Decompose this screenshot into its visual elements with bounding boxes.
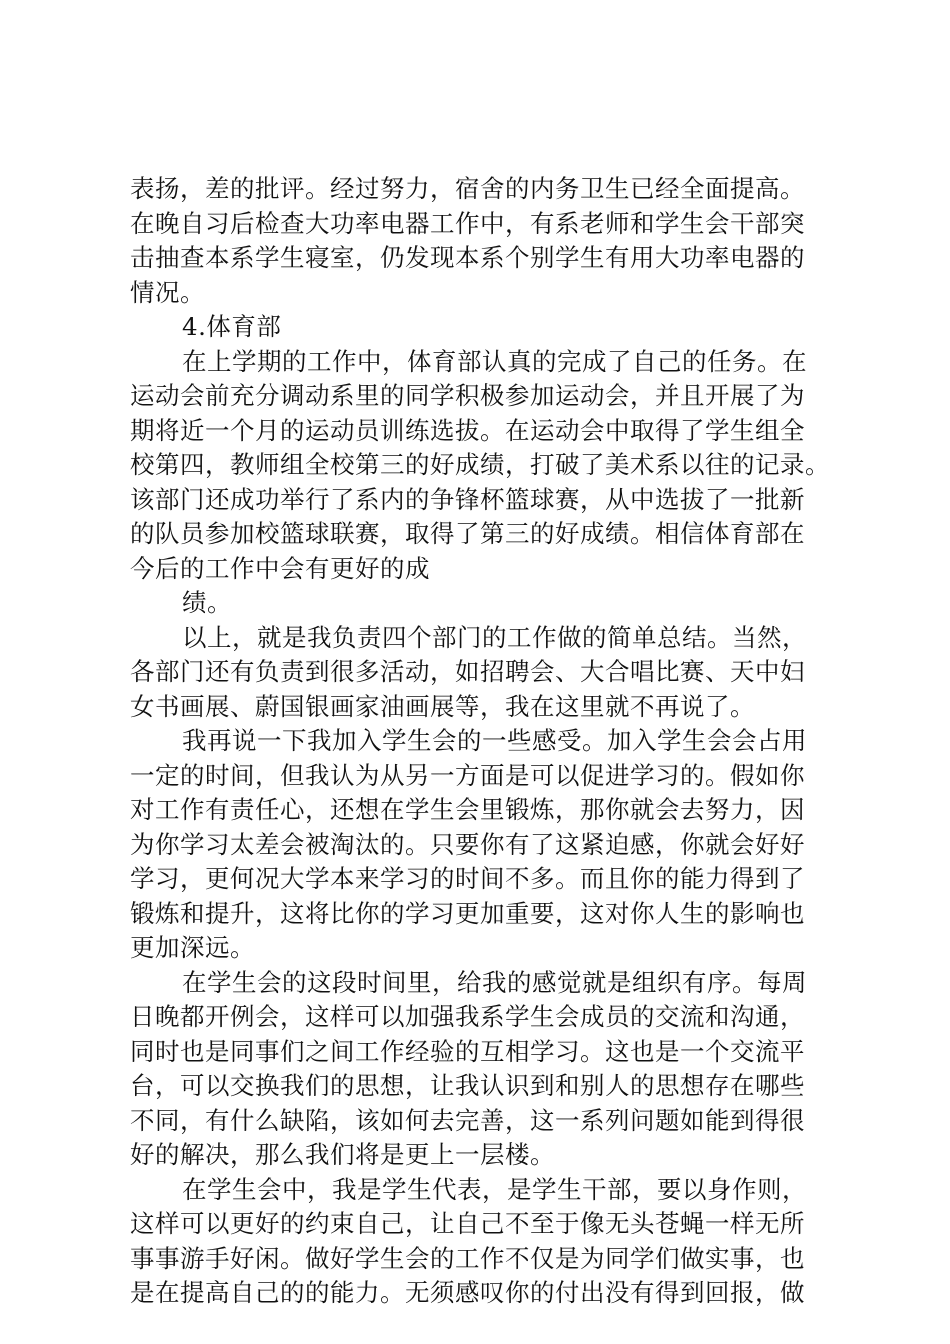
text-line: 更加深远。 <box>130 933 255 962</box>
text-line: 是在提高自己的的能力。无须感叹你的付出没有得到回报，做 <box>130 1278 805 1307</box>
text-line: 在晚自习后检查大功率电器工作中，有系老师和学生会干部突 <box>130 208 805 238</box>
text-line: 学习，更何况大学本来学习的时间不多。而且你的能力得到了 <box>130 864 805 893</box>
text-line: 今后的工作中会有更好的成 <box>130 553 430 583</box>
text-line: 4.体育部 <box>182 312 282 341</box>
text-line: 在学生会的这段时间里，给我的感觉就是组织有序。每周 <box>182 967 807 997</box>
text-line: 以上，就是我负责四个部门的工作做的简单总结。当然， <box>182 622 807 652</box>
text-line: 事事游手好闲。做好学生会的工作不仅是为同学们做实事，也 <box>130 1243 805 1273</box>
text-line: 女书画展、蔚国银画家油画展等，我在这里就不再说了。 <box>130 691 755 721</box>
text-line: 在上学期的工作中，体育部认真的完成了自己的任务。在 <box>182 346 807 376</box>
text-line: 绩。 <box>182 588 232 617</box>
text-line: 我再说一下我加入学生会的一些感受。加入学生会会占用 <box>182 726 807 755</box>
text-line: 表扬，差的批评。经过努力，宿舍的内务卫生已经全面提高。 <box>130 174 805 203</box>
text-line: 对工作有责任心，还想在学生会里锻炼，那你就会去努力，因 <box>130 795 805 824</box>
text-line: 运动会前充分调动系里的同学积极参加运动会，并且开展了为 <box>130 381 805 410</box>
text-line: 期将近一个月的运动员训练选拔。在运动会中取得了学生组全 <box>130 415 805 445</box>
body-text <box>130 172 832 1311</box>
text-line: 不同，有什么缺陷，该如何去完善，这一系列问题如能到得很 <box>130 1105 805 1135</box>
text-line: 锻炼和提升，这将比你的学习更加重要，这对你人生的影响也 <box>130 898 805 928</box>
text-line: 好的解决，那么我们将是更上一层楼。 <box>130 1140 555 1169</box>
text-line: 该部门还成功举行了系内的争锋杯篮球赛，从中选拔了一批新 <box>130 484 805 514</box>
text-line: 为你学习太差会被淘汰的。只要你有了这紧迫感，你就会好好 <box>130 829 805 859</box>
text-line: 各部门还有负责到很多活动，如招聘会、大合唱比赛、天中妇 <box>130 657 805 686</box>
text-line: 这样可以更好的约束自己，让自己不至于像无头苍蝇一样无所 <box>130 1209 805 1238</box>
text-line: 同时也是同事们之间工作经验的互相学习。这也是一个交流平 <box>130 1036 805 1066</box>
text-line: 在学生会中，我是学生代表，是学生干部，要以身作则， <box>182 1174 807 1204</box>
text-line: 台，可以交换我们的思想，让我认识到和别人的思想存在哪些 <box>130 1071 805 1100</box>
text-line: 日晚都开例会，这样可以加强我系学生会成员的交流和沟通， <box>130 1002 805 1031</box>
text-line: 的队员参加校篮球联赛，取得了第三的好成绩。相信体育部在 <box>130 519 805 548</box>
text-line: 一定的时间，但我认为从另一方面是可以促进学习的。假如你 <box>130 760 805 790</box>
text-line: 情况。 <box>130 277 205 307</box>
text-line: 校第四，教师组全校第三的好成绩，打破了美术系以往的记录。 <box>130 450 830 479</box>
text-line: 击抽查本系学生寝室，仍发现本系个别学生有用大功率电器的 <box>130 243 805 272</box>
